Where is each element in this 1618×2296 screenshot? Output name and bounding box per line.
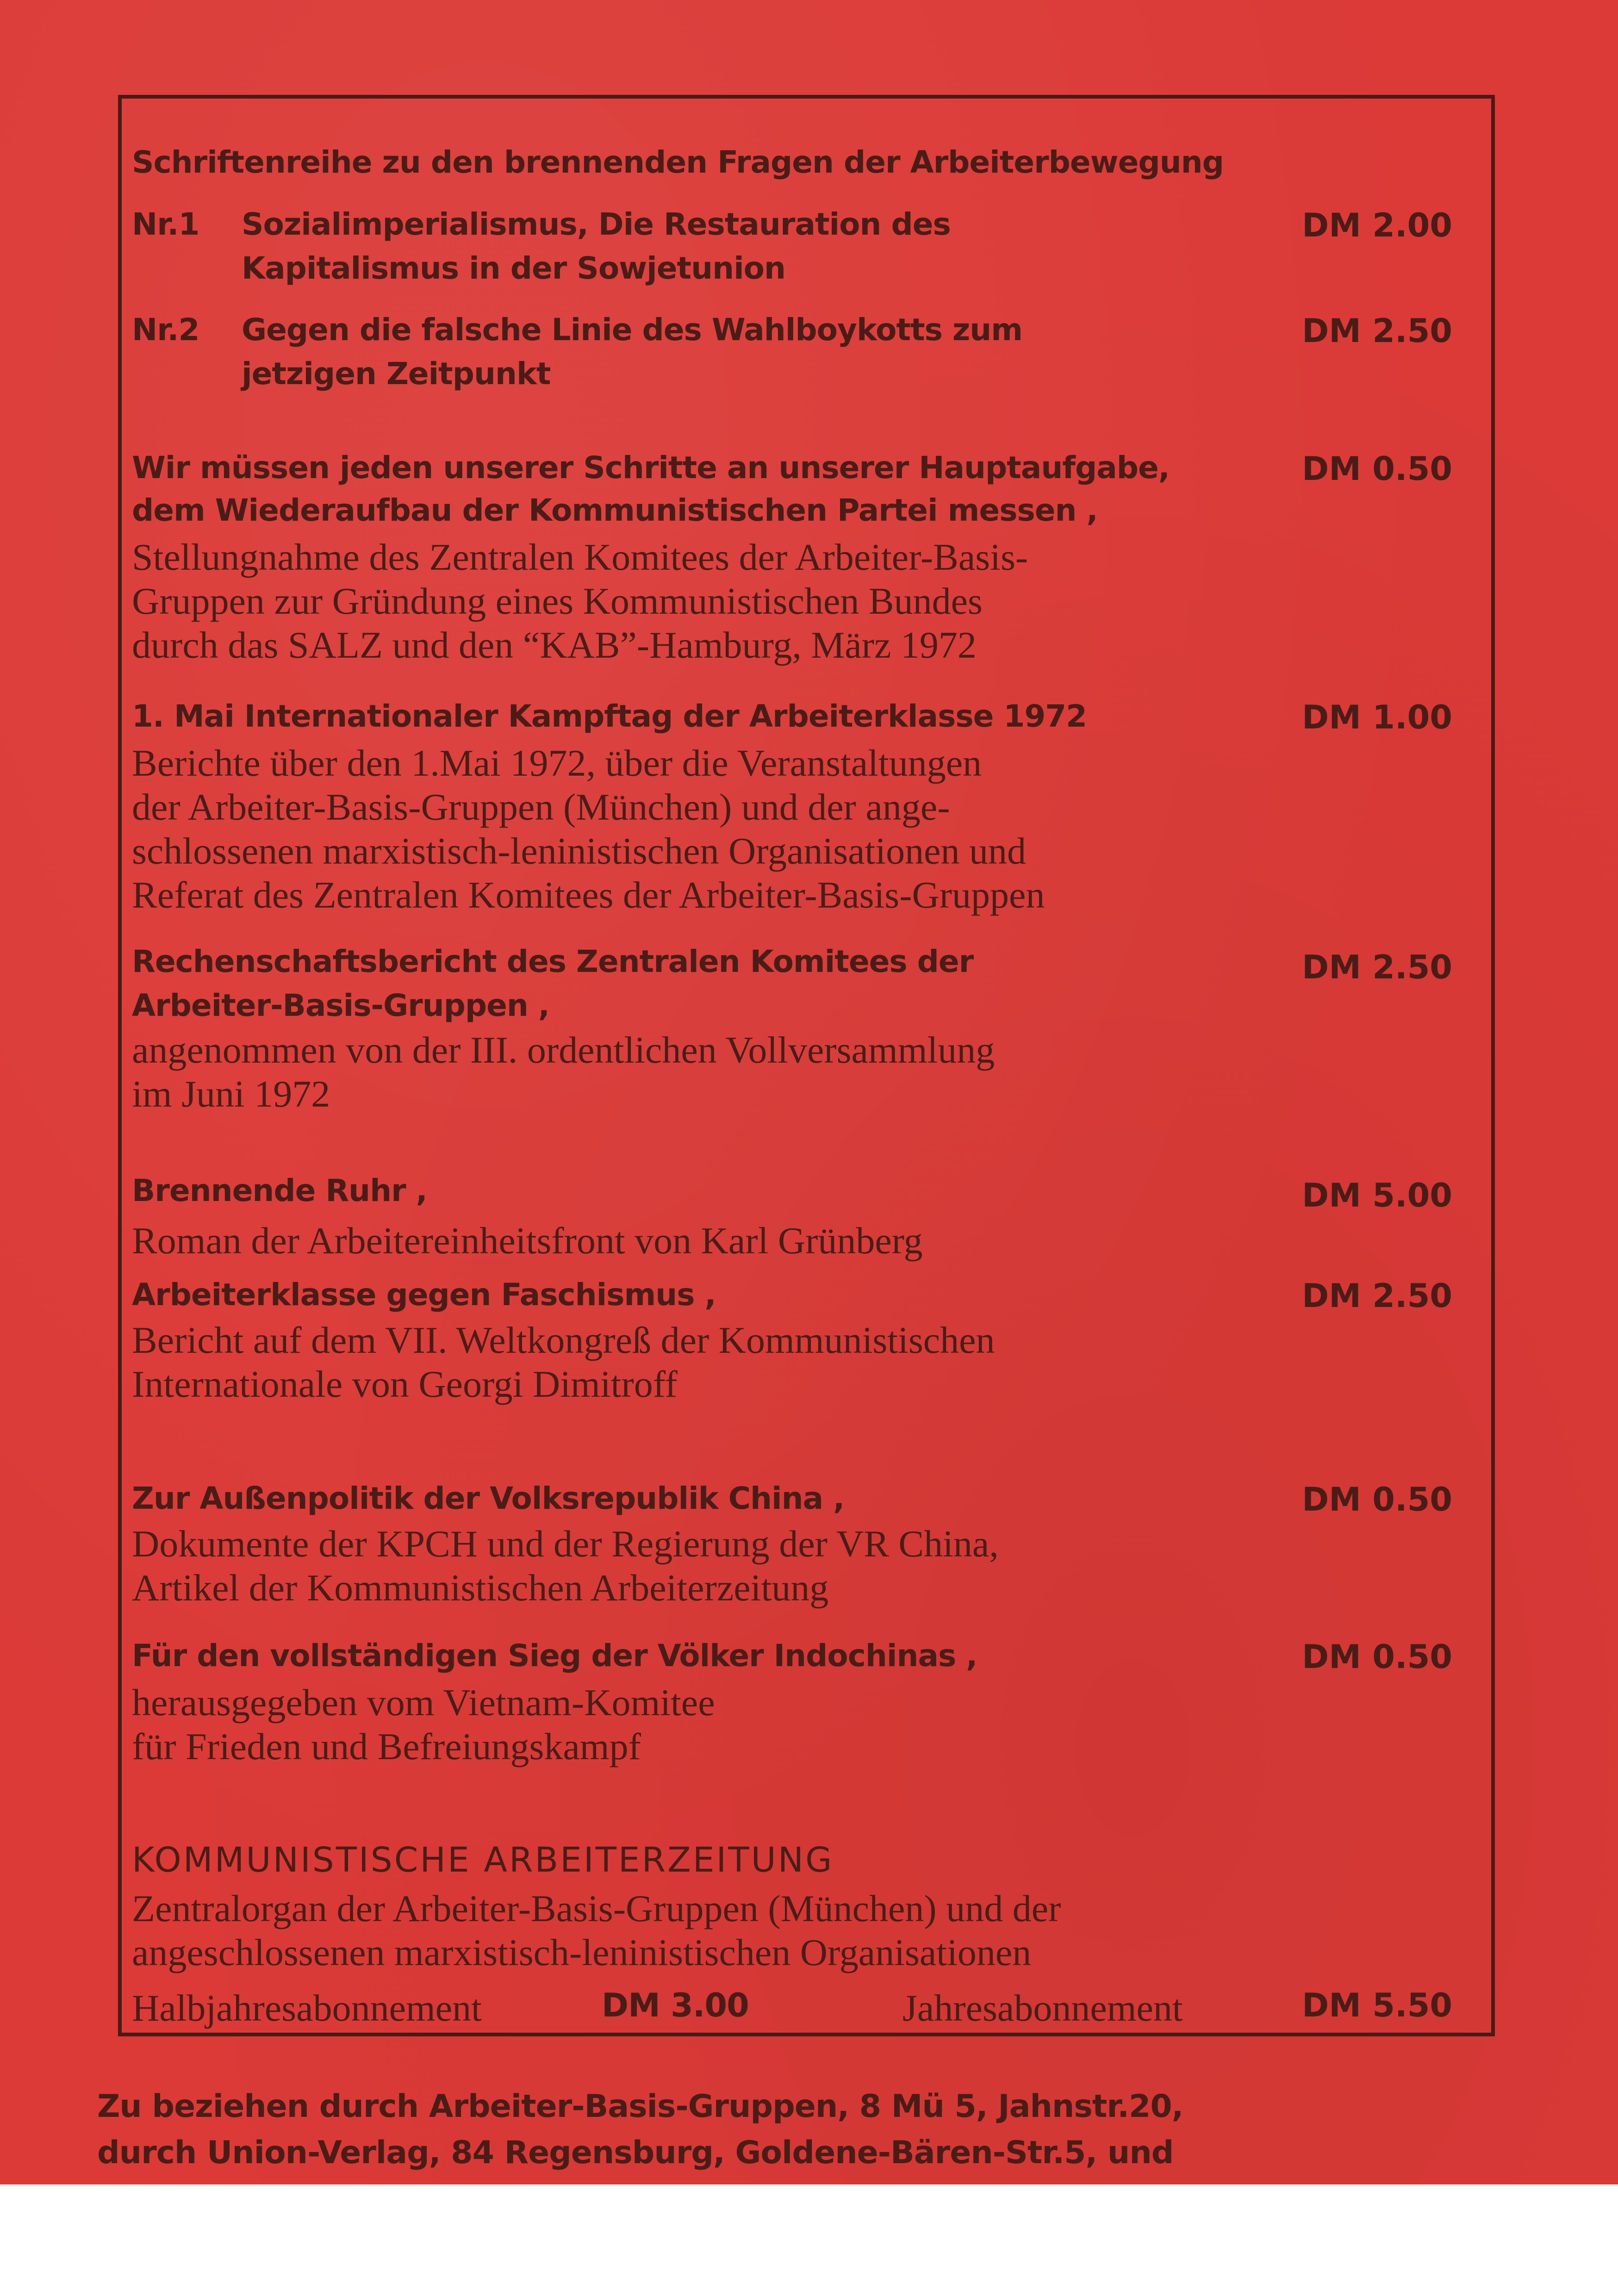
entry-description: Dokumente der KPCH und der Regierung der VR China, [132, 1523, 999, 1565]
half-year-price: DM 3.00 [602, 1986, 749, 2024]
price: DM 1.00 [1302, 698, 1452, 736]
year-label: Jahresabonnement [902, 1987, 1183, 2029]
price: DM 0.50 [1302, 1481, 1452, 1518]
newspaper-title: KOMMUNISTISCHE ARBEITERZEITUNG [132, 1840, 834, 1880]
entry-title: dem Wiederaufbau der Kommunistischen Partei messen , [132, 492, 1098, 528]
entry-description: Bericht auf dem VII. Weltkongreß der Kommunistischen [132, 1319, 995, 1361]
entry-title: Arbeiterklasse gegen Faschismus , [132, 1277, 716, 1313]
entry-description: Referat des Zentralen Komitees der Arbeiter-Basis-Gruppen [132, 874, 1045, 916]
entry-description: schlossenen marxistisch-leninistischen Organisationen und [132, 830, 1026, 872]
entry-title: Arbeiter-Basis-Gruppen , [132, 988, 549, 1023]
footer-line: Zu beziehen durch Arbeiter-Basis-Gruppen, 8 Mü 5, Jahnstr.20, [97, 2088, 1183, 2125]
price: DM 2.50 [1302, 312, 1452, 350]
footer-line: durch Union-Verlag, 84 Regensburg, Goldene-Bären-Str.5, und [97, 2134, 1174, 2171]
entry-title: Für den vollständigen Sieg der Völker Indochinas , [132, 1638, 977, 1674]
series-item-title: Gegen die falsche Linie des Wahlboykotts zum [242, 312, 1023, 348]
entry-title: 1. Mai Internationaler Kampftag der Arbeiterklasse 1972 [132, 698, 1087, 734]
price: DM 2.50 [1302, 948, 1452, 986]
series-item-title: jetzigen Zeitpunkt [242, 356, 551, 392]
entry-description: Roman der Arbeitereinheitsfront von Karl Grünberg [132, 1220, 923, 1262]
price: DM 2.50 [1302, 1277, 1452, 1315]
price: DM 0.50 [1302, 450, 1452, 488]
entry-description: herausgegeben vom Vietnam-Komitee [132, 1681, 715, 1724]
price: DM 5.00 [1302, 1176, 1452, 1214]
entry-description: Stellungnahme des Zentralen Komitees der Arbeiter-Basis- [132, 536, 1028, 578]
entry-description: Berichte über den 1.Mai 1972, über die Veranstaltungen [132, 742, 982, 784]
entry-title: Wir müssen jeden unserer Schritte an unserer Hauptaufgabe, [132, 450, 1170, 485]
series-item-title: Kapitalismus in der Sowjetunion [242, 250, 786, 286]
price: DM 2.00 [1302, 206, 1452, 244]
entry-description: durch das SALZ und den “KAB”-Hamburg, März 1972 [132, 624, 977, 666]
entry-description: angenommen von der III. ordentlichen Vollversammlung [132, 1029, 995, 1071]
half-year-label: Halbjahresabonnement [132, 1987, 482, 2029]
year-price: DM 5.50 [1302, 1986, 1452, 2024]
entry-description: Internationale von Georgi Dimitroff [132, 1363, 678, 1405]
series-item-title: Sozialimperialismus, Die Restauration des [242, 206, 951, 242]
entry-description: Artikel der Kommunistischen Arbeiterzeitung [132, 1567, 829, 1609]
entry-description: Gruppen zur Gründung eines Kommunistischen Bundes [132, 580, 983, 622]
entry-title: Brennende Ruhr , [132, 1173, 427, 1208]
entry-description: im Juni 1972 [132, 1073, 330, 1115]
entry-title: Zur Außenpolitik der Volksrepublik China , [132, 1481, 845, 1516]
newspaper-description: Zentralorgan der Arbeiter-Basis-Gruppen (München) und der [132, 1887, 1061, 1929]
entry-description: für Frieden und Befreiungskampf [132, 1725, 641, 1767]
series-item-number: Nr.2 [132, 312, 199, 348]
entry-title: Rechenschaftsbericht des Zentralen Komitees der [132, 944, 974, 979]
series-title: Schriftenreihe zu den brennenden Fragen der Arbeiterbewegung [132, 144, 1224, 180]
price: DM 0.50 [1302, 1638, 1452, 1676]
entry-description: der Arbeiter-Basis-Gruppen (München) und der ange- [132, 786, 950, 828]
series-item-number: Nr.1 [132, 206, 199, 242]
newspaper-description: angeschlossenen marxistisch-leninistischen Organisationen [132, 1931, 1032, 1973]
